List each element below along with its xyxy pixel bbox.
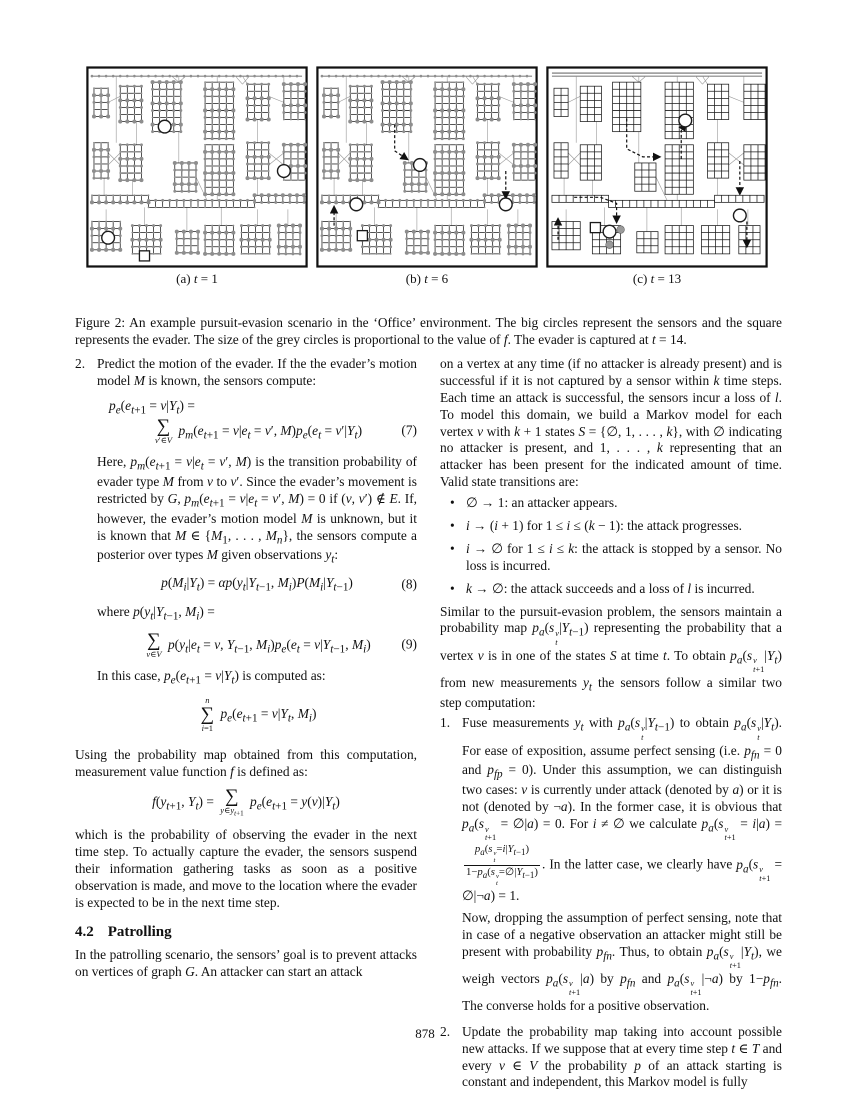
evader-square — [357, 231, 367, 241]
paragraph: Predict the motion of the evader. If the the evader’s motion model M is known, the sensors compute: — [97, 356, 417, 388]
office-map-panel-b — [313, 66, 541, 287]
bullet-glyph: • — [450, 518, 455, 534]
sensor-circles — [603, 114, 746, 238]
bullet-glyph: • — [450, 580, 455, 596]
paragraph: In this case, $p_e(e_{t+1} = v|Y_t)$ is computed as: — [97, 668, 326, 687]
vertex-dots — [90, 75, 307, 256]
paragraph: Update the probability map taking into account possible new attacks. If we suppose that at every time step t ∈ T and every v ∈ V the probability p of an attack starting is constant and independent, this Markov model is fully — [462, 1023, 782, 1090]
equation-number: (8) — [401, 576, 417, 592]
equation-7-line1: $p_e(e_{t+1} = v|Y_t)$ = — [109, 397, 195, 417]
bullet-item: • i → (i + 1) for 1 ≤ i ≤ (k − 1): the attack progresses. — [450, 518, 743, 534]
room-grids — [92, 82, 305, 254]
sensor-trails — [558, 119, 747, 246]
two-column-body — [75, 356, 782, 1100]
section-heading-4-2: 4.2 Patrolling — [75, 923, 172, 940]
panel-a-label: (a) t = 1 — [176, 271, 218, 286]
equation-8: $p(M_i|Y_t) = \alpha p(y_t|Y_{t-1}$, $M_i)P(M_i|Y_{t-1})$ (8) — [161, 575, 417, 594]
panel-b-label: (b) t = 6 — [405, 271, 449, 286]
numbered-item-2 — [75, 356, 417, 743]
panel-c-label: (c) t = 13 — [632, 271, 682, 286]
evader-square — [139, 251, 149, 261]
connector-links — [564, 76, 748, 232]
numbered-item-2: 2. Update the probability map taking into account possible new attacks. If we suppose that at every time step t ∈ T and every v ∈ V the probability p of an attack starting is constant and independent, this Markov model is fully — [440, 1024, 782, 1097]
equation-number: (7) — [401, 422, 417, 438]
equation-7-line2: ∑ v′∈V $p_m(e_{t+1} = v|e_t = v'$, $M)p_e(e_t = v'|Y_t)$ (7) — [154, 415, 417, 445]
page-number: 878 — [415, 1026, 435, 1041]
paragraph: In the patrolling scenario, the sensors’ goal is to prevent attacks on vertices of graph G. An attacker can start an attack — [75, 946, 417, 979]
paragraph: Using the probability map obtained from this computation, measurement value function f is defined as: — [75, 746, 417, 779]
room-grids — [322, 82, 535, 254]
paragraph: Now, dropping the assumption of perfect sensing, note that in case of a negative observation an attacker might still be present with probability $p_{fn}$. Thus, to obtain $p_a(s$ v t+1 $|Y_t$), we weigh vectors $p_a(s$ v t+1 |a) by $p_{fn}$ and $p_a(s$ v t+1 |¬a) by $1-p_{fn}$. The converse holds for a positive observation. — [462, 909, 783, 1013]
office-graph-a — [84, 66, 310, 268]
equation-sum-n: n ∑ i=1 $p_e(e_{t+1} = v|Y_t$, $M_i$) — [200, 695, 317, 733]
bullet-item: • i → ∅ for 1 ≤ i ≤ k: the attack is stopped by a sensor. No loss is incurred. — [450, 540, 782, 573]
bullet-glyph: • — [450, 495, 455, 511]
room-grids — [552, 82, 765, 254]
paragraph: Here, $p_m(e_{t+1} = v|e_t = v'$, M) is the transition probability of evader type M from v to v′. Since the evader’s movement is restricted by G, $p_m(e_{t+1} = v|e_t = v'$, M) = 0 if (v, v′) ∉ E. If, however, the evader’s motion model M is unknown, but it is known that M ∈ {$M_1$, . . . , $M_n$}, the sensors compute a posterior over types M given observations $y_t$: — [97, 454, 418, 566]
item-body — [462, 715, 782, 1019]
paragraph: where $p(y_t|Y_{t-1}$, $M_i$) = — [97, 603, 215, 623]
bullet-item: • ∅ → 1: an attacker appears. — [450, 495, 618, 511]
right-column — [440, 356, 782, 1100]
evader-square — [590, 223, 600, 233]
equation-f: $f(y_{t+1}$, $Y_t$) = ∑ $y\in y_{t+1}$ $p_e(e_{t+1} = y(v)|Y_t)$ — [152, 786, 340, 819]
paragraph: Similar to the pursuit-evasion problem, the sensors maintain a probability map $p_a(s$ v t $|Y_{t-1}$) representing the probability that a vertex v is in one of the states S at time t. To obtain $p_a(s$ v t+1 $|Y_t$) from new measurements $y_t$ the sensors follow a similar two step computation: — [440, 603, 782, 710]
vertex-dots — [320, 75, 537, 256]
item-body — [97, 356, 417, 743]
bullet-item: • k → ∅: the attack succeeds and a loss of l is incurred. — [450, 580, 755, 596]
office-graph-b — [314, 66, 540, 268]
figure-caption: Figure 2: An example pursuit-evasion scenario in the ‘Office’ environment. The big circles represent the sensors and the square represents the evader. The size of the grey circles is proportional to the value of f. The evader is captured at t = 14. — [75, 315, 782, 348]
paragraph: Fuse measurements $y_t$ with $p_a(s$ v t $|Y_{t-1}$) to obtain $p_a(s$ v t $|Y_t$). For ease of exposition, assume perfect sensing (i.e. $p_{fn} = 0$ and $p_{fp} = 0$). Under this assumption, we can distinguish two cases: v is currently under attack (denoted by a) or it is not (denoted by ¬a). In the former case, it is obvious that $p_a(s$ v t+1 = ∅|a) = 0. For i ≠ ∅ we calculate $p_a(s$ v t+1 = i|a) = $p_a(s$ v t $=i|Y_{t-1}$) $1-p_a(s$ v t $=\emptyset|Y_{t-1}$) . In the latter case, we clearly have $p_a(s$ v t+1 = ∅|¬a) = 1. — [462, 715, 783, 903]
numbered-item-1: 1. Fuse measurements $y_t$ with $p_a(s$ v t $|Y_{t-1}$) to obtain $p_a(s$ v t $|Y_t$). For ease of exposition, assume perfect sensing (i.e. $p_{fn} = 0$ and $p_{fp} = 0$). Under this assumption, we can distinguish two cases: v is currently under attack (denoted by a) or it is not (denoted by ¬a). In the former case, it is obvious that $p_a(s$ v t+1 = ∅|a) = 0. For i ≠ ∅ we calculate $p_a(s$ v t+1 = i|a) = $p_a(s$ v t $=i|Y_{t-1}$) $1-p_a(s$ v t $=\emptyset|Y_{t-1}$) . In the latter case, we clearly have $p_a(s$ v t+1 = ∅|¬a) = 1. Now, dropping the assumption of perfect sensing, note that in case of a negative observation an attacker might still be present with probability $p_{fn}$. Thus, to obtain $p_a(s$ v t+1 $|Y_t$), we weigh vectors $p_a(s$ v t+1 |a) by $p_{fn}$ and $p_a(s$ v t+1 |¬a) by $1-p_{fn}$. The converse holds for a positive observation. — [440, 715, 782, 1019]
office-map-panel-a — [83, 66, 311, 287]
paragraph: on a vertex at any time (if no attacker is already present) and is successful if it is not captured by a sensor within k time steps. Each time an attack is successful, the sensors incur a loss of l. To model this domain, we build a Markov model for each vertex v with k + 1 states S = {∅, 1, . . . , k}, with ∅ indicating no attacker is present, and 1, . . . , k representing that an attacker has been present for the indicated amount of time. Valid state transitions are: — [440, 356, 783, 490]
equation-9: ∑ v∈V $p(y_t|e_t = v$, $Y_{t-1}$, $M_i)p_e(e_t = v|Y_{t-1}$, $M_i$) (9) — [146, 629, 417, 659]
left-column — [75, 356, 417, 1100]
bullet-glyph: • — [450, 540, 455, 556]
figure-2-panel-row — [83, 66, 773, 287]
equation-7 — [97, 398, 417, 446]
office-graph-c — [544, 66, 770, 268]
paragraph: which is the probability of observing the evader in the next time step. To actually capture the evader, the sensors suspend their information gathering tasks as soon as a positive observation is made, and move to the location where the evader is expected to be in the next time step. — [75, 827, 417, 910]
equation-number: (9) — [401, 636, 417, 652]
item-number: 2. — [75, 356, 86, 371]
office-map-panel-c — [543, 66, 771, 287]
